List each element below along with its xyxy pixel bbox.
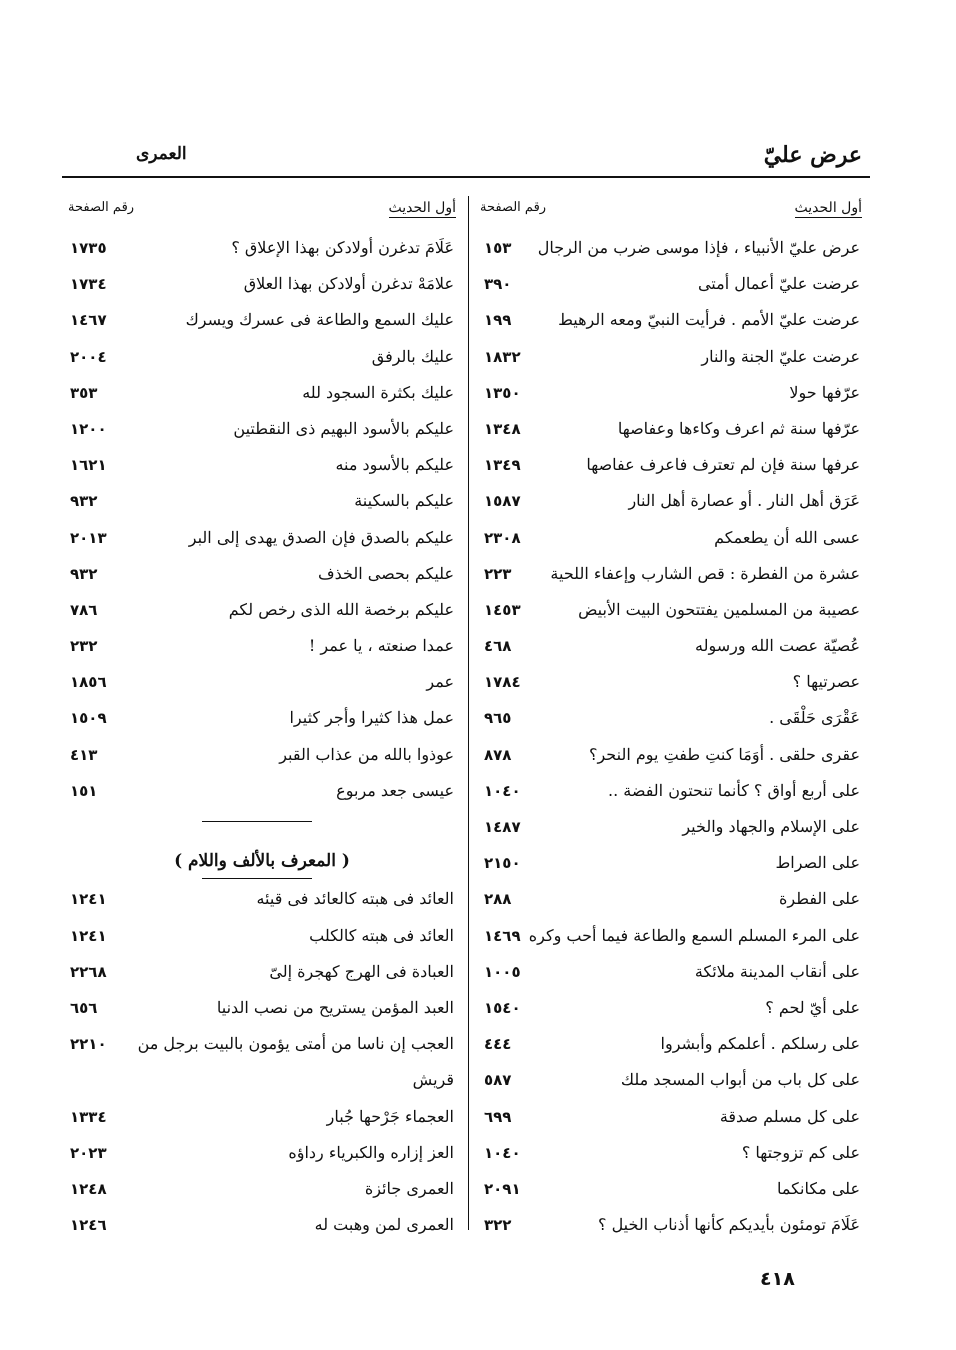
entry-text: العجب إن ناسا من أمتى يؤمون بالبيت برجل من (137, 1034, 454, 1054)
index-entry (474, 773, 868, 809)
section-break (62, 809, 462, 845)
entry-text: عليك السمع والطاعة فى عسرك ويسرك (185, 310, 454, 330)
entry-page-number: ١٧٣٥ (70, 239, 107, 257)
entry-text: العمرى جائزة (364, 1178, 454, 1198)
entry-page-number: ٨٧٨ (484, 745, 512, 764)
index-entry (62, 483, 462, 519)
entry-page-number: ٥٨٧ (484, 1071, 512, 1090)
entry-page-number: ١٤٦٧ (70, 311, 107, 330)
entry-text: عليكم بالسكينة (354, 491, 454, 511)
entry-page-number: ١٥٠٩ (70, 709, 107, 728)
entry-text: علامَهْ تدغرن أولادكن بهذا العلاق (243, 274, 454, 294)
entry-text: عرضت عليّ الأمم . فرأيت النبيّ ومعه الرهيط (558, 310, 860, 330)
entry-text: عسى الله أن يطعمكم (714, 527, 860, 547)
entry-text: عَرَق أهل النار . أو عصارة أهل النار (628, 491, 860, 511)
entry-text: عَلَامَ تدغرن أولادكن بهذا الإعلاق ؟ (231, 238, 454, 257)
entry-text: على المرء المسلم السمع والطاعة فيما أحب وكره (528, 925, 860, 945)
entry-text: على كل باب من أبواب المسجد ملك (620, 1070, 860, 1090)
entry-page-number: ١٣٤٩ (484, 456, 521, 475)
entry-page-number: ١٥٣ (484, 239, 512, 257)
index-entry (62, 881, 462, 917)
entry-text: العجماء جَرْحها جُبار (326, 1106, 454, 1126)
entry-text: العبد المؤمن يستريح من نصب الدنيا (216, 997, 454, 1017)
entry-page-number: ١٢٤١ (70, 926, 107, 945)
index-entry (474, 881, 868, 917)
entry-page-number: ٣٩٠ (484, 275, 512, 294)
left-entry-list-after (62, 881, 462, 1243)
entry-text: على أيّ لحم ؟ (765, 997, 860, 1017)
section-rule (202, 878, 312, 879)
running-head-left: العمرى (136, 144, 187, 164)
entry-page-number: ١٦٢١ (70, 456, 107, 475)
entry-text: على الفطرة (778, 889, 860, 909)
entry-page-number: ٩٣٢ (70, 492, 98, 511)
index-entry (62, 339, 462, 375)
right-column-header (474, 196, 868, 230)
entry-text: قريش (412, 1070, 454, 1090)
left-column-header (62, 196, 462, 230)
entry-text: عليك بالرفق (371, 346, 454, 366)
index-entry (474, 628, 868, 664)
entry-page-number: ٢٣٠٨ (484, 528, 521, 547)
entry-page-number: ٧٨٦ (70, 600, 98, 619)
entry-text: عليكم برخصة الله الذى رخص لكم (228, 599, 454, 619)
section-heading-text: ( المعرف بالألف واللام ) (174, 851, 350, 872)
entry-text: عقرى حلقى . أوَمَا كنتِ طفتِ يوم النحر؟ (588, 744, 860, 764)
entry-page-number: ١٤٦٩ (484, 926, 521, 945)
index-entry (474, 737, 868, 773)
index-entry (474, 339, 868, 375)
index-entry (62, 700, 462, 736)
entry-text: العز إزاره والكبرياء رداؤه (288, 1142, 454, 1162)
index-entry (62, 1171, 462, 1207)
index-entry (474, 700, 868, 736)
index-entry (62, 1026, 462, 1062)
entry-page-number: ٢٢٣ (484, 564, 512, 583)
entry-text: عصرتيها ؟ (792, 672, 860, 692)
index-entry (474, 809, 868, 845)
index-entry (474, 411, 868, 447)
index-entry (62, 628, 462, 664)
entry-text: العائد فى هبته كالكلب (309, 925, 454, 945)
entry-page-number: ١٤٨٧ (484, 818, 521, 836)
entry-page-number: ١٨٥٦ (70, 673, 107, 692)
index-entry (474, 1207, 868, 1243)
entry-page-number: ٢٠١٣ (70, 528, 107, 547)
entry-text: عليكم بحصى الخذف (318, 563, 454, 583)
entry-text: عليك بكثرة السجود لله (302, 382, 454, 402)
column-header-page: رقم الصفحة (480, 200, 547, 215)
running-head (62, 142, 870, 176)
entry-page-number: ١٣٤٨ (484, 419, 521, 438)
entry-page-number: ٢٨٨ (484, 890, 512, 909)
entry-text: على الإسلام والجهاد والخير (682, 817, 860, 836)
index-entry (62, 411, 462, 447)
entry-page-number: ١٠٤٠ (484, 1143, 521, 1162)
right-entry-list (474, 230, 868, 1243)
index-entry (62, 737, 462, 773)
entry-page-number: ١٥٨٧ (484, 492, 521, 511)
entry-page-number: ١٧٨٤ (484, 673, 521, 692)
index-entry (62, 556, 462, 592)
entry-page-number: ٢٢١٠ (70, 1035, 107, 1054)
entry-text: عَقْرَى حَلْقَى . (769, 708, 860, 728)
entry-text: عرّفها حولا (789, 382, 860, 402)
index-entry (474, 375, 868, 411)
entry-page-number: ٢١٥٠ (484, 854, 521, 873)
index-entry (62, 918, 462, 954)
entry-text: على الصراط (775, 853, 860, 873)
entry-text: على رسلكم . أعلمكم وأبشروا (660, 1034, 860, 1054)
entry-text: عصيبة من المسلمين يفتتحون البيت الأبيض (578, 599, 860, 619)
index-entry (62, 1062, 462, 1098)
index-entry (62, 1099, 462, 1135)
entry-page-number: ٩٣٢ (70, 564, 98, 583)
entry-text: عمر (426, 672, 454, 692)
index-entry (62, 664, 462, 700)
entry-page-number: ٢٠٠٤ (70, 347, 107, 366)
entry-text: على أنقاب المدينة ملائكة (694, 961, 860, 981)
entry-text: عرضت عليّ الجنة والنار (701, 346, 860, 366)
entry-page-number: ١٢٤١ (70, 890, 107, 909)
entry-text: عمدا صنعته ، يا عمر ! (308, 636, 454, 656)
index-entry (62, 230, 462, 266)
left-entry-list (62, 230, 462, 809)
entry-text: عَلَامَ تومئون بأيديكم كأنها أذناب الخيل ؟ (597, 1215, 860, 1235)
entry-page-number: ١٩٩ (484, 311, 512, 330)
entry-page-number: ١٠٤٠ (484, 781, 521, 800)
index-entry (474, 845, 868, 881)
entry-text: على أربع أواق ؟ كأنما تنحتون الفضة .. (607, 780, 860, 800)
index-entry (474, 483, 868, 519)
index-entry (474, 1062, 868, 1098)
entry-text: عليكم بالصدق فإن الصدق يهدى إلى البر (188, 527, 454, 547)
entry-text: على كل مسلم صدقة (719, 1106, 860, 1126)
index-entry (474, 1099, 868, 1135)
entry-page-number: ١٧٣٤ (70, 275, 107, 294)
index-entry (474, 990, 868, 1026)
column-header-hadith: أول الحديث (388, 200, 456, 216)
index-entry (474, 954, 868, 990)
entry-text: العبادة فى الهرج كهجرة إلىّ (269, 961, 454, 981)
section-heading (62, 845, 462, 881)
entry-page-number: ٤٤٤ (484, 1035, 512, 1054)
index-entry (62, 1207, 462, 1243)
entry-text: عرض عليّ الأنبياء ، فإذا موسى ضرب من الرجال (537, 238, 860, 257)
entry-page-number: ١٨٣٢ (484, 347, 521, 366)
index-entry (474, 1026, 868, 1062)
entry-page-number: ١٢٠٠ (70, 419, 107, 438)
entry-page-number: ٤٦٨ (484, 637, 512, 656)
entry-text: العائد فى هبته كالعائد فى قيئه (256, 889, 454, 909)
index-entry (62, 266, 462, 302)
index-entry (474, 1171, 868, 1207)
entry-page-number: ١٢٤٨ (70, 1179, 107, 1198)
index-entry (474, 556, 868, 592)
entry-page-number: ١٣٥٠ (484, 383, 521, 402)
entry-text: عشرة من الفطرة : قص الشارب وإعفاء اللحية (550, 563, 860, 583)
index-entry (62, 447, 462, 483)
index-entry (62, 302, 462, 338)
entry-page-number: ١٠٠٥ (484, 962, 521, 981)
index-entry (62, 375, 462, 411)
index-entry (62, 592, 462, 628)
index-entry (474, 266, 868, 302)
entry-page-number: ١٢٤٦ (70, 1216, 107, 1235)
entry-text: عرضت عليّ أعمال أمتى (697, 274, 860, 294)
index-entry (474, 918, 868, 954)
entry-text: عرفها سنة فإن لم تعترف فاعرف عفاصها (586, 455, 860, 475)
entry-page-number: ٤١٣ (70, 745, 98, 764)
running-head-right: عرض عليّ (763, 142, 862, 168)
index-entry (474, 230, 868, 266)
entry-text: العمرى لمن وهبت له (314, 1215, 454, 1235)
index-entry (62, 990, 462, 1026)
entry-text: عليكم بالأسود منه (335, 455, 454, 475)
index-entry (62, 520, 462, 556)
entry-page-number: ٢٢٦٨ (70, 962, 107, 981)
entry-page-number: ١٣٣٤ (70, 1107, 107, 1126)
entry-page-number: ٢٣٢ (70, 637, 98, 656)
index-entry (62, 773, 462, 809)
header-rule (62, 176, 870, 178)
entry-page-number: ٣٢٢ (484, 1216, 512, 1235)
column-header-page: رقم الصفحة (68, 200, 135, 215)
entry-text: عُصيّة عصت الله ورسوله (695, 636, 860, 656)
index-entry (474, 447, 868, 483)
entry-page-number: ٦٥٦ (70, 998, 98, 1017)
entry-text: عوذوا بالله من عذاب القبر (279, 744, 454, 764)
entry-text: على كم تزوجتها ؟ (741, 1142, 860, 1162)
column-header-hadith: أول الحديث (794, 200, 862, 216)
entry-text: عرّفها سنة ثم اعرف وكاءها وعفاصها (617, 418, 860, 438)
section-rule (202, 821, 312, 822)
entry-page-number: ١٥١ (70, 781, 98, 800)
entry-page-number: ٣٥٣ (70, 383, 98, 402)
left-column (62, 196, 462, 1243)
entry-page-number: ٢٠٩١ (484, 1179, 521, 1198)
index-entry (62, 1135, 462, 1171)
entry-text: عيسى جعد مربوع (336, 780, 454, 800)
index-entry (474, 1135, 868, 1171)
index-entry (474, 664, 868, 700)
entry-page-number: ١٤٥٣ (484, 600, 521, 619)
right-column (474, 196, 868, 1243)
entry-text: على مكانكما (777, 1178, 860, 1198)
index-entry (474, 592, 868, 628)
page-number: ٤١٨ (760, 1268, 795, 1290)
entry-page-number: ٦٩٩ (484, 1107, 512, 1126)
entry-text: عمل هذا كثيرا وأجر كثيرا (289, 708, 454, 728)
entry-page-number: ٢٠٢٣ (70, 1143, 107, 1162)
entry-page-number: ١٥٤٠ (484, 998, 521, 1017)
entry-page-number: ٩٦٥ (484, 709, 512, 728)
entry-text: عليكم بالأسود البهيم ذى النقطتين (233, 418, 454, 438)
index-entry (474, 302, 868, 338)
index-entry (62, 954, 462, 990)
index-entry (474, 520, 868, 556)
column-divider (468, 196, 469, 1230)
